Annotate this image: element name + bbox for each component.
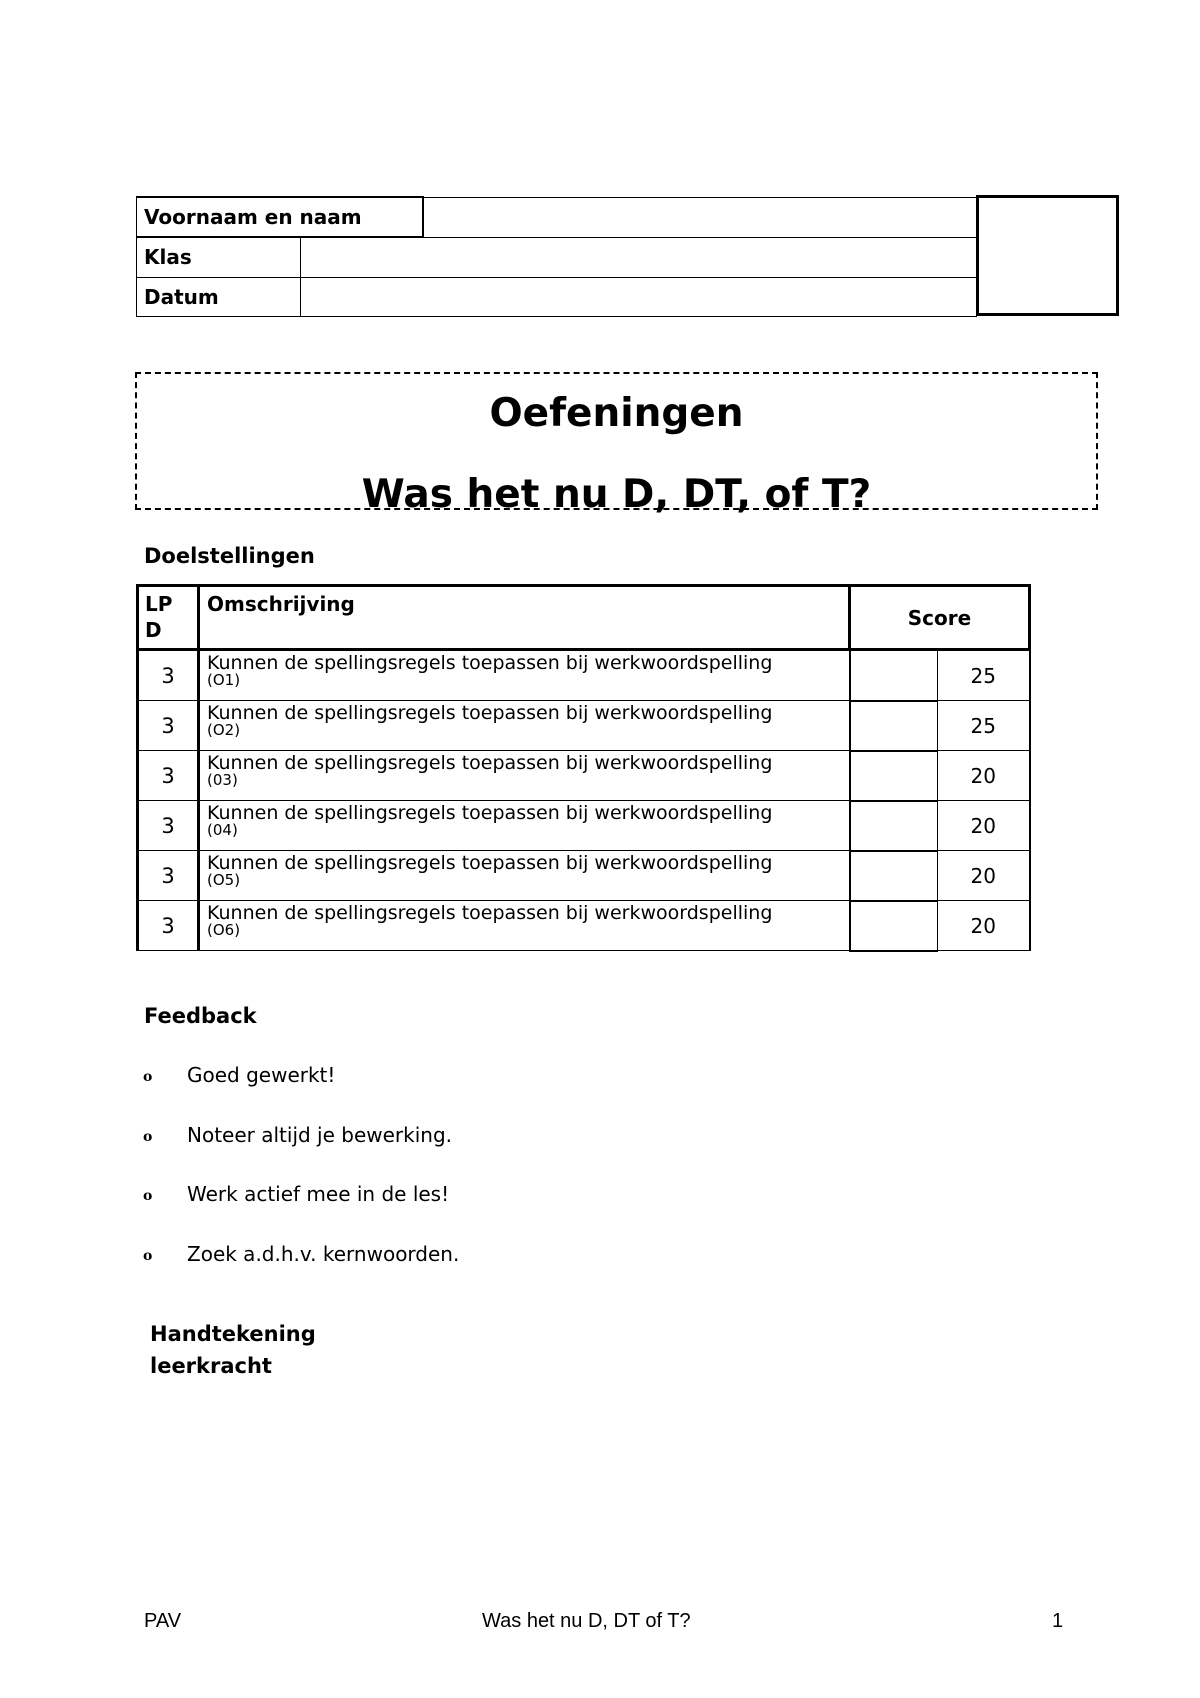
objective-code: (O2) xyxy=(207,721,241,739)
objective-description xyxy=(199,851,850,901)
table-row xyxy=(138,701,1030,751)
table-row xyxy=(138,751,1030,801)
objective-text: Kunnen de spellingsregels toepassen bij werkwoordspelling xyxy=(207,702,773,724)
max-points: 20 xyxy=(938,901,1030,951)
title-box xyxy=(135,372,1098,517)
signature-label xyxy=(150,1318,316,1382)
max-points: 25 xyxy=(938,701,1030,751)
objective-text: Kunnen de spellingsregels toepassen bij werkwoordspelling xyxy=(207,652,773,674)
page-number: 1 xyxy=(1052,1610,1064,1632)
lpd-value: 3 xyxy=(138,901,199,951)
table-row xyxy=(138,901,1030,951)
name-field[interactable] xyxy=(423,197,977,237)
signature-line-2: leerkracht xyxy=(150,1354,272,1378)
date-field[interactable] xyxy=(301,277,977,316)
bullet-icon: o xyxy=(143,1188,153,1204)
score-input-cell[interactable] xyxy=(850,650,938,701)
name-label: Voornaam en naam xyxy=(137,197,423,237)
score-input-cell[interactable] xyxy=(850,801,938,851)
score-input-cell[interactable] xyxy=(850,751,938,801)
objective-code: (O1) xyxy=(207,671,241,689)
feedback-text: Werk actief mee in de les! xyxy=(187,1182,450,1206)
objectives-heading: Doelstellingen xyxy=(144,544,315,568)
title-line-1: Oefeningen xyxy=(489,391,744,436)
table-row xyxy=(138,851,1030,901)
lpd-value: 3 xyxy=(138,751,199,801)
table-row xyxy=(138,650,1030,701)
col-lpd-label: LP D xyxy=(145,592,173,642)
lpd-value: 3 xyxy=(138,801,199,851)
feedback-text: Goed gewerkt! xyxy=(187,1063,336,1087)
objective-code: (O5) xyxy=(207,871,241,889)
signature-line-1: Handtekening xyxy=(150,1322,316,1346)
col-score-header: Score xyxy=(850,586,1030,650)
score-input-cell[interactable] xyxy=(850,701,938,751)
date-label: Datum xyxy=(137,277,301,316)
objective-description xyxy=(199,751,850,801)
feedback-text: Noteer altijd je bewerking. xyxy=(187,1123,453,1147)
objectives-table xyxy=(136,584,1031,952)
objective-text: Kunnen de spellingsregels toepassen bij werkwoordspelling xyxy=(207,902,773,924)
footer-center: Was het nu D, DT of T? xyxy=(482,1610,691,1632)
max-points: 20 xyxy=(938,801,1030,851)
title-line-2: Was het nu D, DT, of T? xyxy=(361,472,872,517)
footer-left: PAV xyxy=(144,1610,182,1632)
col-lpd-header xyxy=(138,586,199,650)
objective-description xyxy=(199,701,850,751)
max-points: 20 xyxy=(938,851,1030,901)
table-row xyxy=(138,801,1030,851)
bullet-icon: o xyxy=(143,1129,153,1145)
max-points: 20 xyxy=(938,751,1030,801)
max-points: 25 xyxy=(938,650,1030,701)
class-label: Klas xyxy=(137,237,301,277)
objective-code: (03) xyxy=(207,771,238,789)
col-description-header: Omschrijving xyxy=(199,586,850,650)
objective-description xyxy=(199,801,850,851)
score-input-cell[interactable] xyxy=(850,851,938,901)
objective-code: (O6) xyxy=(207,921,241,939)
lpd-value: 3 xyxy=(138,650,199,701)
lpd-value: 3 xyxy=(138,701,199,751)
objective-text: Kunnen de spellingsregels toepassen bij werkwoordspelling xyxy=(207,852,773,874)
class-field[interactable] xyxy=(301,237,977,277)
objective-description xyxy=(199,901,850,951)
lpd-value: 3 xyxy=(138,851,199,901)
objective-text: Kunnen de spellingsregels toepassen bij werkwoordspelling xyxy=(207,752,773,774)
bullet-icon: o xyxy=(143,1069,153,1085)
total-score-box[interactable] xyxy=(976,195,1119,316)
score-input-cell[interactable] xyxy=(850,901,938,951)
objective-text: Kunnen de spellingsregels toepassen bij werkwoordspelling xyxy=(207,802,773,824)
feedback-heading: Feedback xyxy=(144,1004,257,1028)
objective-description xyxy=(199,650,850,701)
objective-code: (04) xyxy=(207,821,238,839)
bullet-icon: o xyxy=(143,1248,153,1264)
feedback-text: Zoek a.d.h.v. kernwoorden. xyxy=(187,1242,460,1266)
student-info-table xyxy=(136,196,977,317)
